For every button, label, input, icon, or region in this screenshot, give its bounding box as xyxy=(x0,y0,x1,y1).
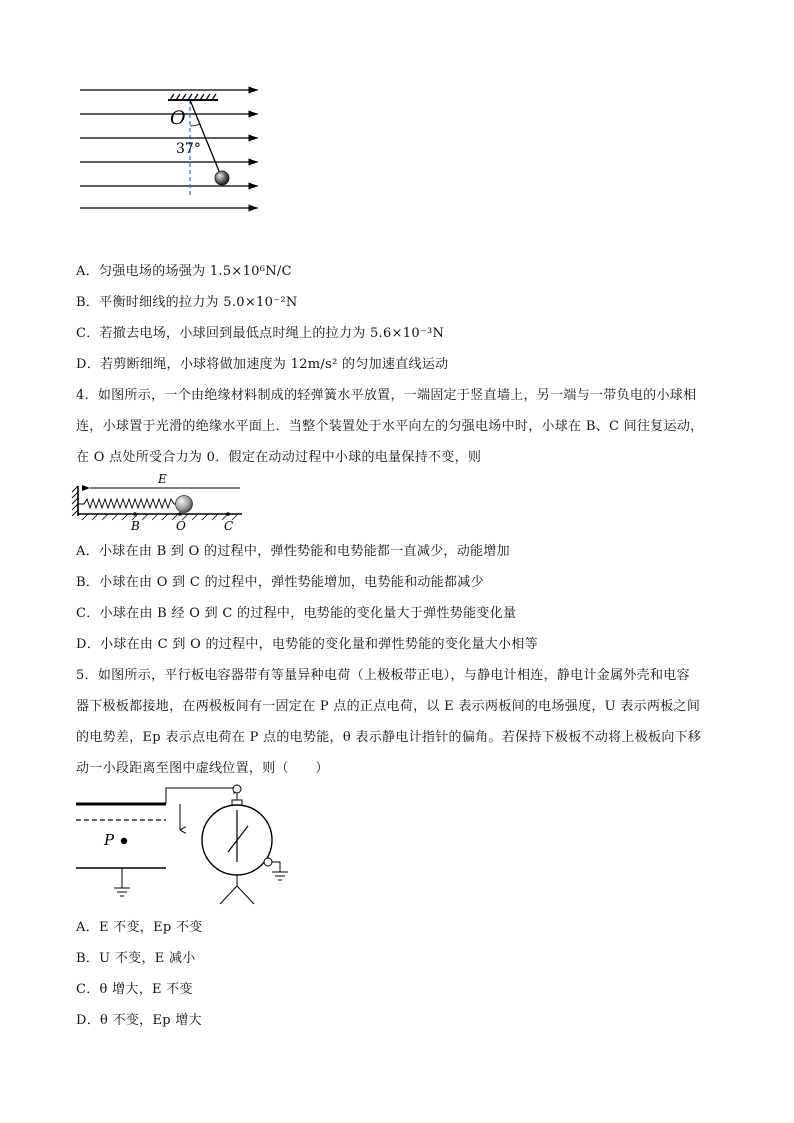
q4-option-c: C．小球在由 B 经 O 到 C 的过程中，电势能的变化量大于弹性势能变化量 xyxy=(76,606,517,621)
charged-ball xyxy=(215,171,229,185)
q4-option-d: D．小球在由 C 到 O 的过程中，电势能的变化量和弹性势能的变化量大小相等 xyxy=(76,637,538,652)
q4-stem-line-3: 在 O 点处所受合力为 0．假定在动动过程中小球的电量保持不变，则 xyxy=(76,450,482,465)
ground-symbol-plate xyxy=(114,888,130,896)
point-p xyxy=(121,838,127,844)
angle-label: 37° xyxy=(176,141,201,157)
q5-stem-line-2: 器下极板都接地，在两极板间有一固定在 P 点的正点电荷，以 E 表示两板间的电场强度，U 表示两板之间 xyxy=(76,699,701,714)
q3-option-b: B．平衡时细线的拉力为 5.0×10⁻²N xyxy=(76,295,298,310)
label-b: B xyxy=(131,519,140,532)
q5-option-d: D．θ 不变，Ep 增大 xyxy=(76,1013,202,1028)
angle-arc xyxy=(190,124,200,126)
q5-stem-line-4: 动一小段距离至图中虚线位置，则（ ） xyxy=(76,761,329,776)
point-o-label: O xyxy=(170,107,186,129)
point-p-label: P xyxy=(104,831,115,849)
q4-stem-line-1: 4．如图所示，一个由绝缘材料制成的轻弹簧水平放置，一端固定于竖直墙上，另一端与一带负电的小球相 xyxy=(76,388,697,403)
electrometer-knob xyxy=(233,785,241,793)
q5-option-c: C．θ 增大，E 不变 xyxy=(76,982,193,997)
ball xyxy=(176,496,193,513)
q5-stem-line-3: 的电势差，Ep 表示点电荷在 P 点的电势能，θ 表示静电计指针的偏角。若保持下极板不动将上极板向下移 xyxy=(76,730,702,745)
q4-stem-line-2: 连，小球置于光滑的绝缘水平面上．当整个装置处于水平向左的匀强电场中时，小球在 B、C 间往复运动， xyxy=(76,419,704,434)
figure-spring-ball xyxy=(70,470,250,532)
ground-symbol-electrometer xyxy=(272,872,288,880)
spring xyxy=(78,499,177,508)
q3-option-c: C．若撤去电场，小球回到最低点时绳上的拉力为 5.6×10⁻³N xyxy=(76,326,445,341)
q4-option-a: A．小球在由 B 到 O 的过程中，弹性势能和电势能都一直减少，动能增加 xyxy=(76,544,510,559)
label-c: C xyxy=(224,519,234,532)
label-o: O xyxy=(176,519,186,532)
figure-capacitor-electrometer xyxy=(70,780,300,910)
ceiling-support xyxy=(168,94,218,100)
field-lines xyxy=(80,90,258,208)
q4-option-b: B．小球在由 O 到 C 的过程中，弹性势能增加，电势能和动能都减少 xyxy=(76,575,484,590)
q5-option-b: B．U 不变，E 减小 xyxy=(76,951,196,966)
field-label: E xyxy=(158,472,167,486)
q5-option-a: A．E 不变，Ep 不变 xyxy=(76,920,203,935)
q3-option-d: D．若剪断细绳，小球将做加速度为 12m/s² 的匀加速直线运动 xyxy=(76,357,449,372)
q3-option-a: A．匀强电场的场强为 1.5×10⁶N/C xyxy=(76,264,292,279)
q5-stem-line-1: 5．如图所示，平行板电容器带有等量异种电荷（上极板带正电），与静电计相连，静电计金属外壳和电容 xyxy=(76,668,690,683)
figure-pendulum-in-field xyxy=(70,80,270,220)
